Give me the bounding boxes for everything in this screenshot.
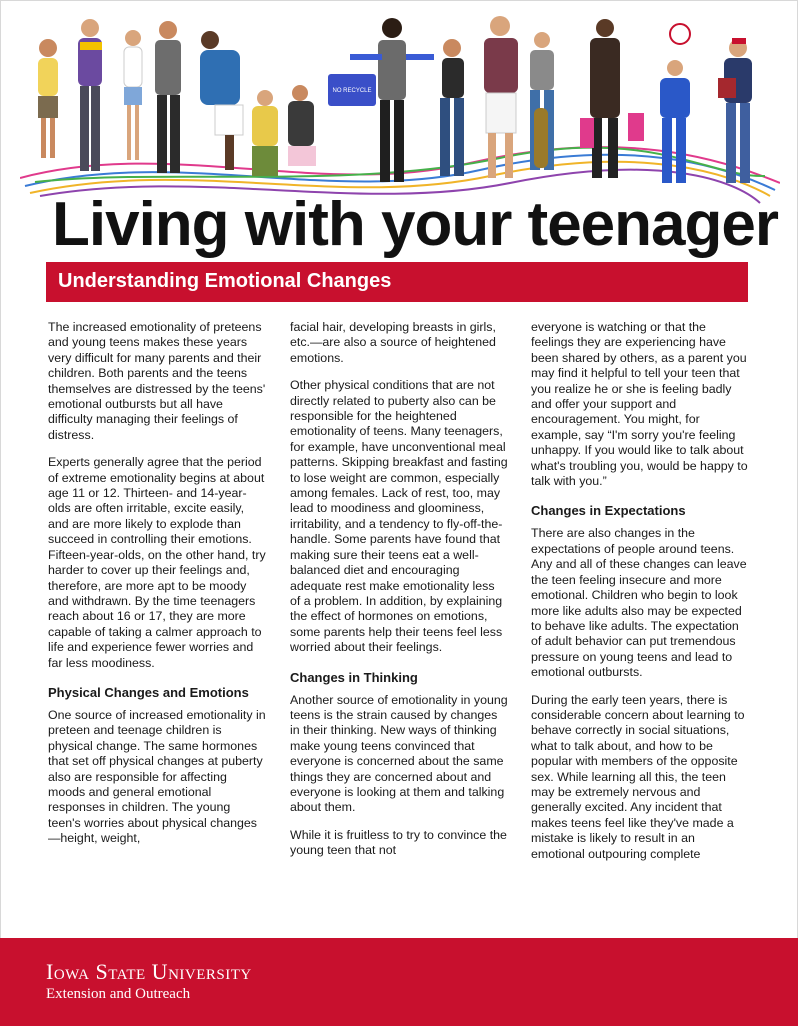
paragraph: Other physical conditions that are not directly related to puberty also can be responsible for the heightened emotionality of teens. Many teenagers, for example, have unconventional meal patterns. Skipping breakfast and fasting to lose weight are common, especially among females. Lack of rest, too, may lead to moodiness and gloominess, irritability, and a tendency to fly-off-the-handle. Some parents have found that making sure their teens eat a well-balanced diet and encouraging adequate rest make emotionality less of a problem. In addition, by explaining the effect of hormones on emotions, some parents help their teens feel less worried about their feelings.: [290, 378, 508, 655]
page-subtitle: Understanding Emotional Changes: [58, 270, 392, 292]
paragraph: Another source of emotionality in young teens is the strain caused by changes in their thinking. New ways of thinking make young teens convinced that everyone is concerned about the same things they are concerned about and everyone is looking at them and talking about them.: [290, 692, 508, 815]
logo-university-name: Iowa State University: [46, 959, 252, 984]
paragraph: During the early teen years, there is considerable concern about learning to behave correctly in social situations, what to talk about, and how to be popular with members of the opposite sex. While learning all this, the teen may be extremely nervous and generally excited. Any incident that makes teens feel like they've made a mistake is likely to result in an emotional outpouring complete: [531, 692, 745, 861]
article-column-2: [290, 320, 508, 925]
page-title: Living with your teenager: [52, 190, 778, 259]
teen-figures: [38, 16, 752, 183]
paragraph: The increased emotionality of preteens and young teens makes these years very difficult for many parents and their children. Both parents and the teens themselves are distressed by the teens' emotional outbursts but all have difficulty managing their feelings of distress.: [48, 320, 266, 442]
paragraph: facial hair, developing breasts in girls, etc.—are also a source of heightened emotions.: [290, 320, 496, 365]
teens-group-illustration: [20, 8, 780, 208]
section-heading-changes-in-thinking: Changes in Thinking: [290, 669, 418, 685]
section-heading-physical-changes: Physical Changes and Emotions: [48, 684, 249, 700]
isu-extension-logo: [46, 960, 252, 1004]
article-body: [48, 320, 753, 925]
logo-extension-name: Extension and Outreach: [46, 986, 191, 1002]
paragraph: everyone is watching or that the feelings they are experiencing have been shared by others, as a parent you may find it helpful to tell your teen that you realize he or she is feeling badly and offer your support and encouragement. You might, for example, say “I'm sorry you're feeling unhappy. If you would like to talk about what's troubling you, would be happy to talk with you.”: [531, 320, 748, 489]
article-column-3: [531, 320, 749, 925]
section-heading-changes-in-expectations: Changes in Expectations: [531, 503, 686, 519]
paragraph: While it is fruitless to try to convince the young teen that not: [290, 827, 507, 858]
box-label: NO RECYCLE: [332, 88, 372, 94]
subtitle-bar: [46, 262, 748, 302]
paragraph: One source of increased emotionality in preteen and teenage children is physical change. The same hormones that set off physical changes at puberty also are responsible for affecting moods and general emotional responses in children. The young teen's worries about physical changes—height, weight,: [48, 707, 266, 846]
article-column-1: [48, 320, 266, 925]
paragraph: There are also changes in the expectations of people around teens. Any and all of these changes can leave the teen feeling insecure and more emotional. Children who begin to look more like adults also may be expected to behave like adults. The expectation of adult behavior can put tremendous pressure on young teens and lead to emotional outbursts.: [531, 526, 747, 680]
paragraph: Experts generally agree that the period of extreme emotionality begins at about age 11 or 12. Thirteen- and 14-year-olds are often irritable, excite easily, and are more likely to explode than succeed in controlling their emotions. Fifteen-year-olds, on the other hand, try harder to cover up their feelings and, therefore, are more apt to be moody and withdrawn. By the time teenagers reach about 16 or 17, they are more capable of taking a calmer approach to life and experience fewer worries and far less moodiness.: [48, 455, 266, 670]
